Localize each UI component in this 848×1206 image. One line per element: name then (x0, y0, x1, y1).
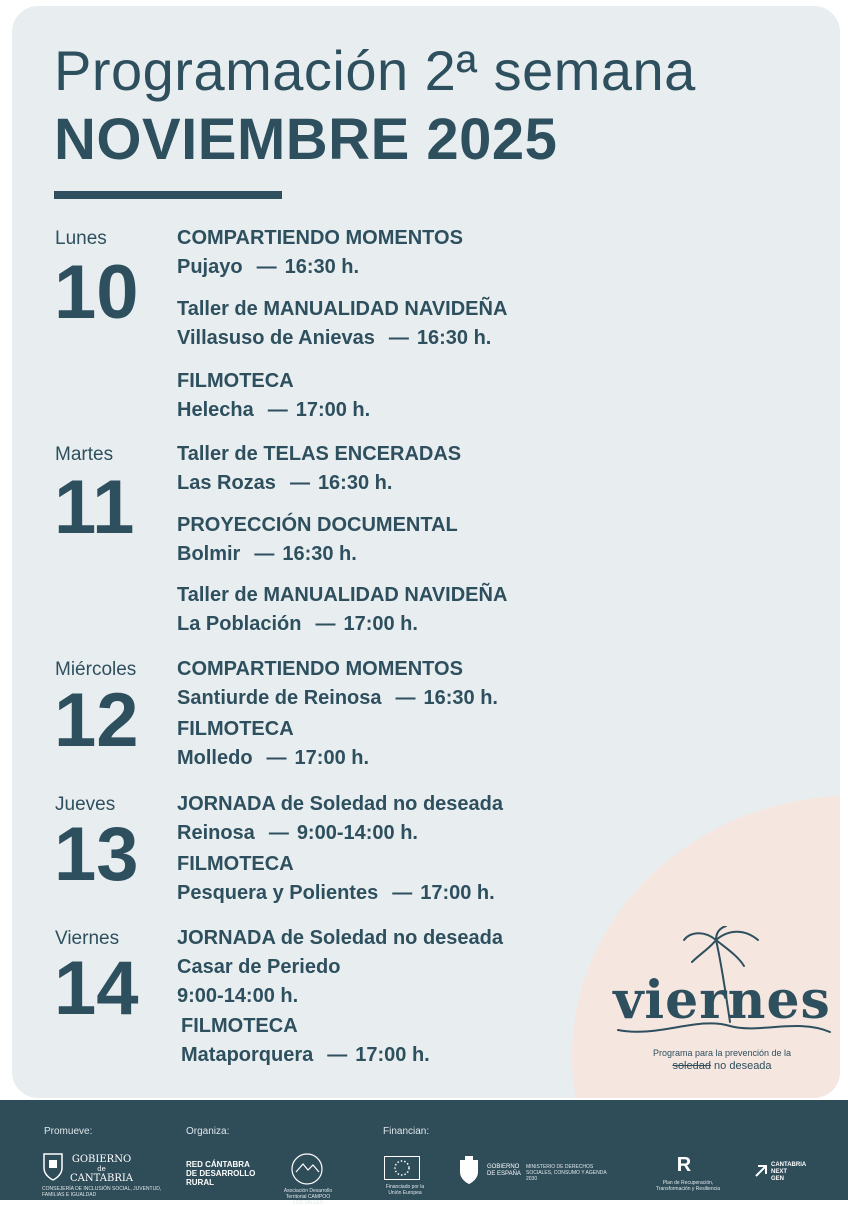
day-name-miercoles: Miércoles (55, 659, 137, 680)
event-dash: — (268, 822, 289, 844)
event-title: FILMOTECA (177, 718, 294, 740)
event-title: JORNADA de Soledad no deseada (177, 793, 503, 815)
organiza-label: Organiza: (186, 1126, 230, 1137)
gob-es-line-1: GOBIERNO (487, 1164, 520, 1170)
red-line-3: RURAL (186, 1178, 214, 1187)
event-title: FILMOTECA (181, 1015, 298, 1037)
event-time: 17:00 h. (355, 1044, 430, 1066)
event-place: La Población (177, 613, 302, 635)
cantabria-next-gen-text (771, 1162, 806, 1183)
red-line-1: RED CÁNTABRA (186, 1160, 250, 1169)
gobierno-espana-text (487, 1164, 521, 1178)
event-place: Pesquera y Polientes (177, 882, 379, 904)
event-time: 16:30 h. (317, 472, 393, 494)
plan-recuperacion-text (652, 1180, 724, 1192)
next-line-3: GEN (771, 1176, 785, 1182)
logo-tagline-2 (598, 1060, 840, 1072)
day-number-11: 11 (54, 465, 135, 550)
event-title: COMPARTIENDO MOMENTOS (177, 658, 463, 680)
event-place: Las Rozas (177, 472, 276, 494)
event-dash: — (289, 472, 310, 494)
event-time: 16:30 h. (416, 327, 492, 349)
logo-tagline-strike: soledad (672, 1060, 711, 1072)
logo-tagline-rest: no deseada (714, 1060, 772, 1072)
event-dash: — (327, 1044, 348, 1066)
event-item (177, 715, 369, 773)
event-dash: — (395, 687, 416, 709)
day-number-12: 12 (54, 678, 139, 763)
day-name-lunes: Lunes (55, 228, 107, 249)
promueve-label: Promueve: (44, 1126, 93, 1137)
event-place: Pujayo (177, 256, 243, 278)
event-dash: — (267, 399, 288, 421)
event-item (177, 440, 461, 498)
event-title: COMPARTIENDO MOMENTOS (177, 227, 463, 249)
event-item (177, 850, 495, 908)
event-dash: — (256, 256, 277, 278)
event-title: JORNADA de Soledad no deseada (177, 927, 503, 949)
event-place: Santiurde de Reinosa (177, 687, 382, 709)
event-dash: — (388, 327, 409, 349)
event-place: Reinosa (177, 822, 255, 844)
event-dash: — (254, 543, 275, 565)
event-item (181, 1012, 430, 1070)
event-title: Taller de MANUALIDAD NAVIDEÑA (177, 298, 508, 320)
event-time: 16:30 h. (284, 256, 360, 278)
event-place: Mataporquera (181, 1044, 314, 1066)
cantabria-shield-icon (42, 1152, 64, 1182)
event-time: 16:30 h. (282, 543, 357, 565)
day-number-14: 14 (54, 946, 139, 1031)
event-place: Bolmir (177, 543, 241, 565)
event-place: Casar de Periedo (177, 956, 341, 978)
event-item (177, 790, 503, 848)
event-item (177, 581, 507, 639)
event-title: PROYECCIÓN DOCUMENTAL (177, 514, 458, 536)
event-place: Villasuso de Anievas (177, 327, 375, 349)
next-line-2: NEXT (771, 1169, 788, 1175)
next-line-1: CANTABRIA (771, 1162, 807, 1168)
eu-text: Financiado por la Unión Europea (385, 1184, 425, 1196)
poster-card (12, 6, 840, 1098)
event-title: Taller de MANUALIDAD NAVIDEÑA (177, 584, 508, 606)
event-title: Taller de TELAS ENCERADAS (177, 443, 462, 465)
day-number-13: 13 (54, 812, 139, 897)
event-item (177, 924, 503, 1011)
sponsors-footer (0, 1100, 848, 1206)
gob-es-line-2: DE ESPAÑA (487, 1171, 521, 1177)
arrow-up-right-icon (754, 1164, 768, 1178)
day-number-10: 10 (54, 250, 139, 335)
asociacion-text: Asociación Desarrollo Territorial CAMPOO LOS VALLES (283, 1188, 333, 1206)
event-dash: — (392, 882, 413, 904)
event-time: 17:00 h. (420, 882, 495, 904)
event-time: 17:00 h. (294, 747, 370, 769)
event-time: 16:30 h. (423, 687, 498, 709)
event-dash: — (315, 613, 336, 635)
logo-wordmark: viernes (613, 970, 831, 1031)
asociacion-circle-icon (290, 1152, 324, 1186)
event-item (177, 367, 370, 425)
event-time: 17:00 h. (295, 399, 371, 421)
day-name-viernes: Viernes (55, 928, 120, 949)
event-title: FILMOTECA (177, 853, 294, 875)
plan-recuperacion-icon: R (676, 1154, 692, 1176)
viernes-logo (598, 926, 840, 1076)
ministerio-text: MINISTERIO DE DERECHOS SOCIALES, CONSUMO Y AGENDA 2030 (526, 1164, 607, 1182)
red-cantabra-logo (186, 1160, 255, 1187)
spain-coat-of-arms-icon (456, 1156, 482, 1186)
title-underline (54, 191, 282, 199)
title-line-1: Programación 2ª semana (54, 39, 696, 102)
day-name-martes: Martes (55, 444, 114, 465)
title-line-2: NOVIEMBRE 2025 (54, 107, 558, 172)
red-line-2: DE DESARROLLO (186, 1169, 256, 1178)
logo-tagline-1: Programa para la prevención de la (652, 1048, 792, 1058)
day-name-jueves: Jueves (55, 794, 116, 815)
plan-line-2: Transformación y Resiliencia (655, 1186, 720, 1192)
event-time: 17:00 h. (343, 613, 418, 635)
gobierno-line-3: CANTABRIA (70, 1173, 134, 1184)
financian-label: Financian: (383, 1126, 430, 1137)
eu-flag-icon (384, 1156, 420, 1180)
event-time: 9:00-14:00 h. (177, 985, 299, 1007)
gobierno-cantabria-logo (70, 1154, 133, 1184)
event-item (177, 655, 498, 713)
event-item (177, 511, 458, 569)
gobierno-line-2: de (97, 1165, 106, 1173)
plan-line-1: Plan de Recuperación, (662, 1180, 714, 1186)
event-item (177, 295, 507, 353)
event-place: Molledo (177, 747, 253, 769)
gobierno-consejeria: CONSEJERÍA DE INCLUSIÓN SOCIAL, JUVENTUD, FAMILIAS E IGUALDAD (42, 1186, 162, 1198)
event-dash: — (266, 747, 287, 769)
event-title: FILMOTECA (177, 370, 294, 392)
event-time: 9:00-14:00 h. (296, 822, 418, 844)
event-item (177, 224, 463, 282)
event-place: Helecha (177, 399, 254, 421)
gobierno-line-1: GOBIERNO (71, 1154, 132, 1165)
